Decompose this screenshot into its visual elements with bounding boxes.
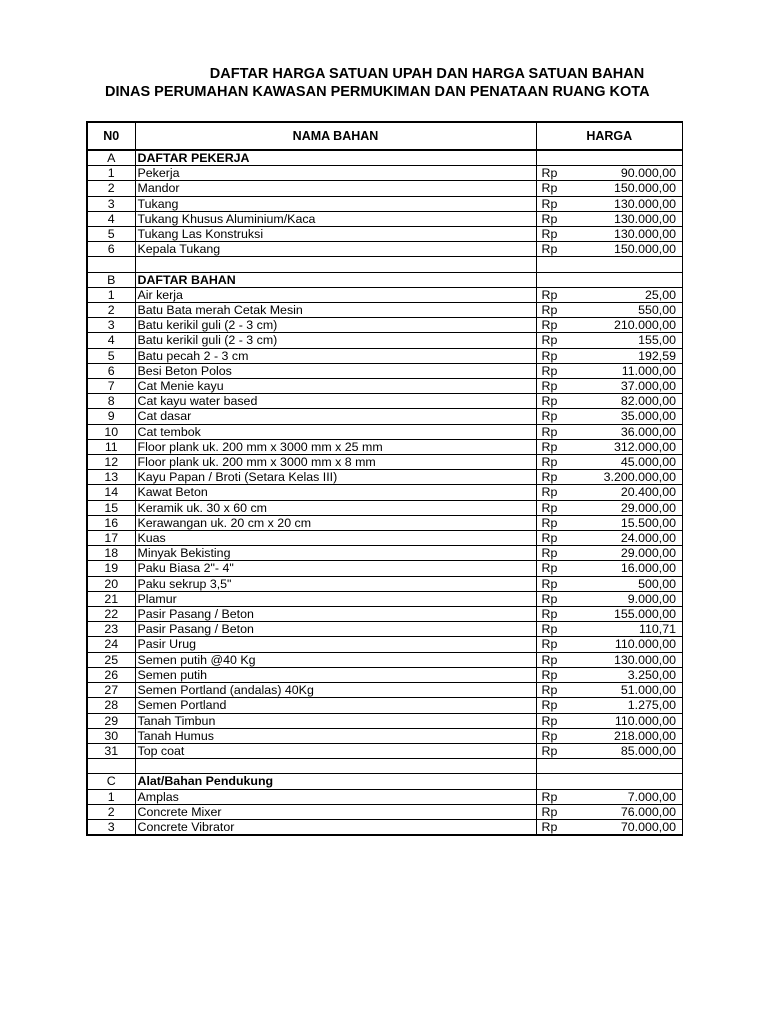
item-price: 3.200.000,00 [588,470,683,485]
currency-label: Rp [536,728,588,743]
currency-label: Rp [536,546,588,561]
item-name: Kawat Beton [135,485,536,500]
item-price: 15.500,00 [588,515,683,530]
currency-label: Rp [536,713,588,728]
spacer-row [87,257,683,272]
item-number: 15 [87,500,135,515]
item-price: 29.000,00 [588,500,683,515]
item-number: 14 [87,485,135,500]
table-row [87,515,683,530]
item-price: 11.000,00 [588,363,683,378]
item-name: Mandor [135,181,536,196]
spacer-cell [135,759,536,774]
header-no: N0 [87,122,135,150]
item-price: 9.000,00 [588,591,683,606]
document-subtitle: DINAS PERUMAHAN KAWASAN PERMUKIMAN DAN PENATAAN RUANG KOTA [105,84,650,100]
table-row [87,819,683,835]
item-number: 8 [87,394,135,409]
item-name: Kepala Tukang [135,242,536,257]
item-name: Batu kerikil guli (2 - 3 cm) [135,333,536,348]
item-price: 35.000,00 [588,409,683,424]
item-price: 20.400,00 [588,485,683,500]
item-number: 5 [87,227,135,242]
table-body [87,150,683,835]
item-price: 1.275,00 [588,698,683,713]
item-number: 17 [87,531,135,546]
currency-label: Rp [536,424,588,439]
currency-label: Rp [536,637,588,652]
table-row [87,455,683,470]
table-row [87,743,683,758]
item-price: 110.000,00 [588,713,683,728]
item-name: Batu Bata merah Cetak Mesin [135,303,536,318]
currency-label: Rp [536,576,588,591]
item-price: 550,00 [588,303,683,318]
table-row [87,698,683,713]
currency-label: Rp [536,485,588,500]
item-number: 26 [87,667,135,682]
table-row [87,667,683,682]
currency-label: Rp [536,698,588,713]
item-name: Pasir Pasang / Beton [135,607,536,622]
item-name: Amplas [135,789,536,804]
currency-label: Rp [536,819,588,835]
table-row [87,181,683,196]
section-code: B [87,272,135,287]
currency-label: Rp [536,743,588,758]
item-name: Tanah Timbun [135,713,536,728]
item-number: 1 [87,166,135,181]
spacer-cell [87,759,135,774]
item-name: Concrete Mixer [135,804,536,819]
table-row [87,333,683,348]
item-number: 3 [87,819,135,835]
currency-label: Rp [536,561,588,576]
item-number: 3 [87,318,135,333]
item-price: 16.000,00 [588,561,683,576]
currency-label: Rp [536,181,588,196]
item-name: Cat kayu water based [135,394,536,409]
item-name: Paku Biasa 2"- 4" [135,561,536,576]
item-number: 5 [87,348,135,363]
currency-label: Rp [536,287,588,302]
spacer-cell [588,257,683,272]
currency-label: Rp [536,333,588,348]
item-number: 24 [87,637,135,652]
item-number: 13 [87,470,135,485]
item-price: 45.000,00 [588,455,683,470]
spacer-row [87,759,683,774]
item-name: Semen Portland [135,698,536,713]
item-name: Floor plank uk. 200 mm x 3000 mm x 8 mm [135,455,536,470]
table-row [87,166,683,181]
item-name: Paku sekrup 3,5" [135,576,536,591]
item-price: 150.000,00 [588,242,683,257]
item-price: 7.000,00 [588,789,683,804]
item-price: 90.000,00 [588,166,683,181]
item-name: Tukang [135,196,536,211]
item-price: 218.000,00 [588,728,683,743]
item-number: 2 [87,804,135,819]
section-title: Alat/Bahan Pendukung [135,774,536,789]
item-number: 4 [87,333,135,348]
section-empty [588,272,683,287]
item-number: 6 [87,363,135,378]
item-price: 70.000,00 [588,819,683,835]
section-title: DAFTAR BAHAN [135,272,536,287]
table-row [87,576,683,591]
section-empty [588,150,683,166]
table-row [87,379,683,394]
currency-label: Rp [536,607,588,622]
table-row [87,607,683,622]
table-row [87,546,683,561]
item-price: 150.000,00 [588,181,683,196]
item-number: 4 [87,211,135,226]
item-price: 24.000,00 [588,531,683,546]
table-row [87,394,683,409]
currency-label: Rp [536,500,588,515]
currency-label: Rp [536,531,588,546]
item-price: 500,00 [588,576,683,591]
item-name: Minyak Bekisting [135,546,536,561]
item-number: 18 [87,546,135,561]
currency-label: Rp [536,363,588,378]
item-price: 130.000,00 [588,211,683,226]
currency-label: Rp [536,211,588,226]
section-empty [588,774,683,789]
currency-label: Rp [536,667,588,682]
section-title: DAFTAR PEKERJA [135,150,536,166]
item-number: 2 [87,303,135,318]
item-name: Floor plank uk. 200 mm x 3000 mm x 25 mm [135,439,536,454]
section-row [87,272,683,287]
item-number: 20 [87,576,135,591]
currency-label: Rp [536,196,588,211]
table-header-row [87,122,683,150]
table-row [87,287,683,302]
price-table-container [86,121,683,836]
item-number: 31 [87,743,135,758]
table-row [87,409,683,424]
item-name: Air kerja [135,287,536,302]
item-number: 11 [87,439,135,454]
item-name: Tanah Humus [135,728,536,743]
item-name: Cat tembok [135,424,536,439]
item-name: Plamur [135,591,536,606]
currency-label: Rp [536,652,588,667]
table-row [87,363,683,378]
item-number: 27 [87,683,135,698]
table-row [87,683,683,698]
header-price: HARGA [536,122,683,150]
item-price: 312.000,00 [588,439,683,454]
spacer-cell [87,257,135,272]
item-number: 10 [87,424,135,439]
table-row [87,500,683,515]
item-name: Pasir Pasang / Beton [135,622,536,637]
currency-label: Rp [536,439,588,454]
item-price: 210.000,00 [588,318,683,333]
currency-label: Rp [536,470,588,485]
currency-label: Rp [536,409,588,424]
item-price: 25,00 [588,287,683,302]
currency-label: Rp [536,303,588,318]
table-row [87,713,683,728]
item-number: 21 [87,591,135,606]
item-name: Besi Beton Polos [135,363,536,378]
item-name: Cat Menie kayu [135,379,536,394]
item-price: 82.000,00 [588,394,683,409]
table-row [87,652,683,667]
item-number: 1 [87,789,135,804]
currency-label: Rp [536,789,588,804]
item-price: 36.000,00 [588,424,683,439]
currency-label: Rp [536,166,588,181]
item-name: Kayu Papan / Broti (Setara Kelas III) [135,470,536,485]
item-number: 1 [87,287,135,302]
table-row [87,804,683,819]
table-row [87,531,683,546]
item-price: 3.250,00 [588,667,683,682]
item-name: Batu pecah 2 - 3 cm [135,348,536,363]
item-number: 29 [87,713,135,728]
item-price: 37.000,00 [588,379,683,394]
item-number: 25 [87,652,135,667]
item-number: 7 [87,379,135,394]
currency-label: Rp [536,379,588,394]
item-number: 6 [87,242,135,257]
header-name: NAMA BAHAN [135,122,536,150]
currency-label: Rp [536,804,588,819]
item-number: 22 [87,607,135,622]
document-title: DAFTAR HARGA SATUAN UPAH DAN HARGA SATUAN BAHAN [209,66,645,82]
item-name: Batu kerikil guli (2 - 3 cm) [135,318,536,333]
section-empty [536,150,588,166]
spacer-cell [135,257,536,272]
item-name: Keramik uk. 30 x 60 cm [135,500,536,515]
item-price: 51.000,00 [588,683,683,698]
section-empty [536,774,588,789]
item-name: Cat dasar [135,409,536,424]
item-name: Semen putih [135,667,536,682]
item-name: Top coat [135,743,536,758]
section-code: C [87,774,135,789]
table-row [87,196,683,211]
spacer-cell [536,257,588,272]
table-row [87,424,683,439]
currency-label: Rp [536,683,588,698]
currency-label: Rp [536,515,588,530]
item-price: 130.000,00 [588,196,683,211]
item-number: 16 [87,515,135,530]
item-price: 110,71 [588,622,683,637]
section-code: A [87,150,135,166]
table-row [87,318,683,333]
table-row [87,227,683,242]
table-row [87,211,683,226]
item-price: 130.000,00 [588,652,683,667]
currency-label: Rp [536,455,588,470]
item-price: 155,00 [588,333,683,348]
item-name: Pasir Urug [135,637,536,652]
table-row [87,637,683,652]
item-name: Concrete Vibrator [135,819,536,835]
table-row [87,622,683,637]
item-name: Pekerja [135,166,536,181]
item-number: 28 [87,698,135,713]
table-row [87,591,683,606]
currency-label: Rp [536,394,588,409]
table-row [87,561,683,576]
item-number: 19 [87,561,135,576]
item-name: Semen putih @40 Kg [135,652,536,667]
table-row [87,789,683,804]
item-name: Semen Portland (andalas) 40Kg [135,683,536,698]
currency-label: Rp [536,318,588,333]
item-price: 76.000,00 [588,804,683,819]
section-empty [536,272,588,287]
table-row [87,348,683,363]
section-row [87,774,683,789]
item-price: 130.000,00 [588,227,683,242]
item-price: 110.000,00 [588,637,683,652]
table-row [87,303,683,318]
item-price: 29.000,00 [588,546,683,561]
item-name: Tukang Las Konstruksi [135,227,536,242]
item-number: 30 [87,728,135,743]
item-number: 2 [87,181,135,196]
item-number: 23 [87,622,135,637]
item-name: Tukang Khusus Aluminium/Kaca [135,211,536,226]
item-price: 192,59 [588,348,683,363]
item-number: 9 [87,409,135,424]
currency-label: Rp [536,242,588,257]
item-price: 155.000,00 [588,607,683,622]
item-name: Kuas [135,531,536,546]
item-name: Kerawangan uk. 20 cm x 20 cm [135,515,536,530]
item-number: 3 [87,196,135,211]
item-number: 12 [87,455,135,470]
currency-label: Rp [536,622,588,637]
price-table [86,121,683,836]
spacer-cell [588,759,683,774]
currency-label: Rp [536,348,588,363]
currency-label: Rp [536,591,588,606]
section-row [87,150,683,166]
table-row [87,470,683,485]
item-price: 85.000,00 [588,743,683,758]
table-row [87,485,683,500]
currency-label: Rp [536,227,588,242]
spacer-cell [536,759,588,774]
table-row [87,728,683,743]
table-row [87,439,683,454]
table-row [87,242,683,257]
